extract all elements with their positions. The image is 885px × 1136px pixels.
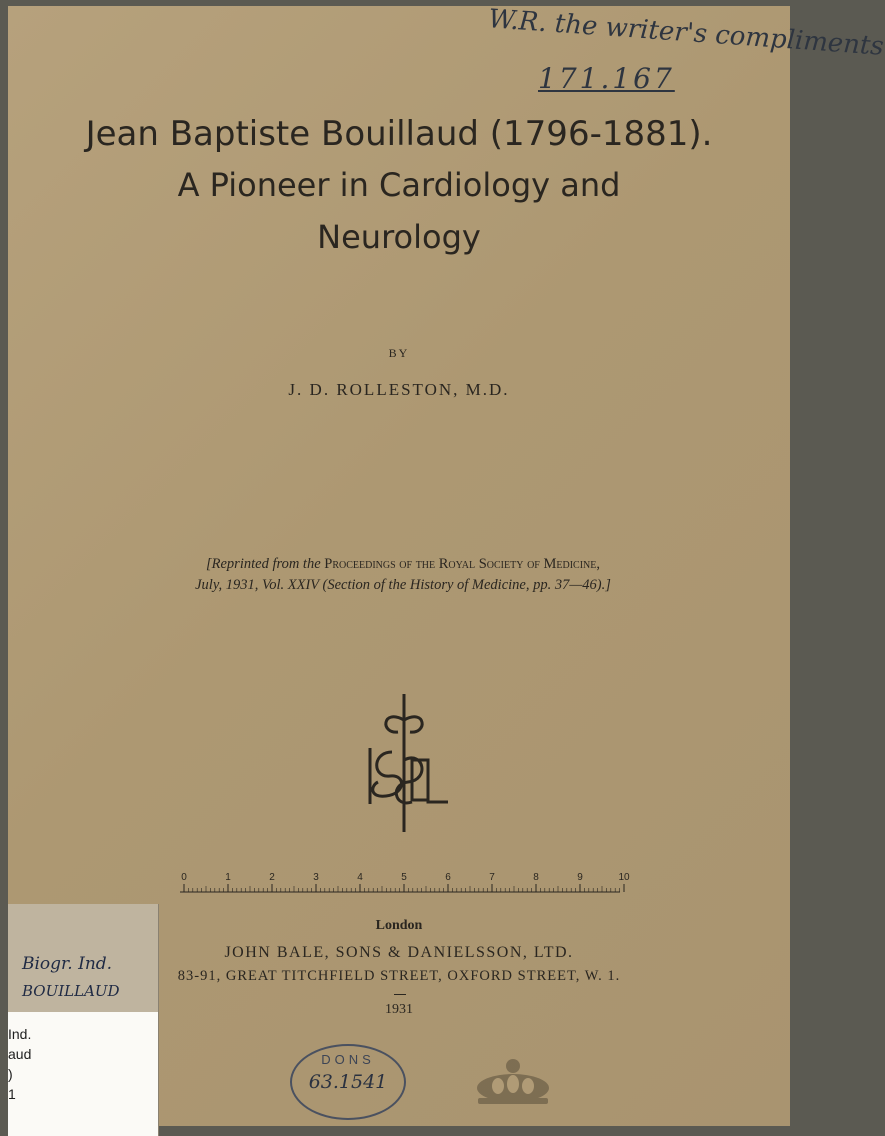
ruler-tick-label: 8 <box>533 872 539 883</box>
dons-stamp-top: DONS <box>321 1052 375 1067</box>
label-handwritten-line-2: BOUILLAUD <box>22 982 120 1000</box>
library-sticker <box>8 1012 158 1136</box>
embossed-crest-icon <box>468 1052 558 1110</box>
title-line-2: A Pioneer in Cardiology and <box>177 166 621 204</box>
imprint-year: 1931 <box>385 1002 413 1017</box>
sticker-line-2: aud <box>8 1046 32 1062</box>
imprint-publisher: JOHN BALE, SONS & DANIELSSON, LTD. <box>224 944 574 961</box>
dons-stamp <box>290 1044 406 1120</box>
ruler-tick-label: 3 <box>313 872 319 883</box>
reprint-note <box>98 554 708 596</box>
title-line-1: Jean Baptiste Bouillaud (1796-1881). <box>85 114 713 154</box>
publisher-monogram-emblem <box>352 690 462 838</box>
byline: BY <box>388 346 410 360</box>
ruler-tick-label: 4 <box>357 872 363 883</box>
document-page <box>8 4 885 1126</box>
title-line-3: Neurology <box>317 218 481 256</box>
handwritten-dedication: W.R. the writer's compliments <box>487 4 885 62</box>
reprint-note-details: July, 1931, Vol. XXIV (Section of the History of Medicine, pp. 37—46).] <box>195 577 611 593</box>
label-handwritten-line-1: Biogr. Ind. <box>22 954 113 974</box>
ruler-tick-label: 9 <box>577 872 583 883</box>
reprint-note-journal: Proceedings of the Royal Society of Medicine, <box>324 556 600 572</box>
sticker-line-4: 1 <box>8 1086 16 1102</box>
imprint-divider <box>394 994 406 995</box>
ruler-tick-label: 5 <box>401 872 407 883</box>
ruler-tick-label: 10 <box>618 872 630 883</box>
ruler-tick-label: 0 <box>181 872 187 883</box>
measurement-ruler <box>174 868 634 896</box>
dons-stamp-number: 63.1541 <box>308 1071 388 1093</box>
publisher-monogram-text: BS&D <box>404 700 407 701</box>
author-name: J. D. ROLLESTON, M.D. <box>288 380 510 399</box>
ruler-tick-label: 2 <box>269 872 275 883</box>
ruler-tick-label: 1 <box>225 872 231 883</box>
imprint-city: London <box>375 918 423 933</box>
handwritten-shelfmark: 171.167 <box>538 62 675 95</box>
ruler-tick-label: 6 <box>445 872 451 883</box>
imprint-address: 83-91, GREAT TITCHFIELD STREET, OXFORD STREET, W. 1. <box>177 968 621 984</box>
ruler-tick-label: 7 <box>489 872 495 883</box>
sticker-line-3: ) <box>8 1066 13 1082</box>
reprint-note-prefix: [Reprinted from the <box>206 556 321 572</box>
sticker-line-1: Ind. <box>8 1026 32 1042</box>
